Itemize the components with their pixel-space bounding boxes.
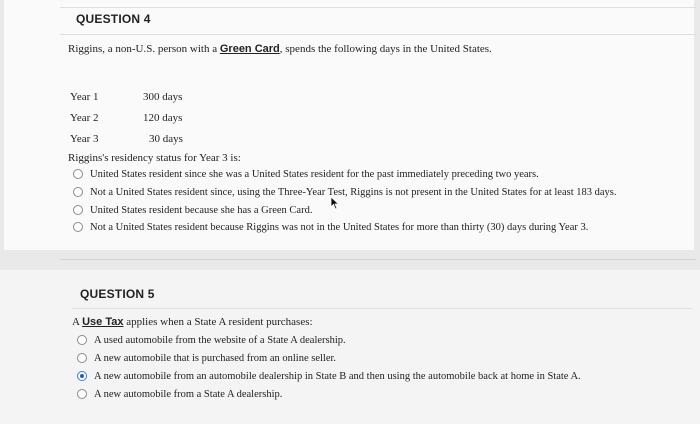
year-1-label: Year 1 [70, 91, 99, 103]
green-card-term: Green Card [219, 43, 280, 55]
use-tax-term: Use Tax [82, 316, 124, 328]
q5-option-4[interactable] [77, 386, 282, 402]
q4-option-1[interactable] [73, 166, 539, 182]
question-5-heading: QUESTION 5 [80, 287, 155, 301]
question-4-prompt: Riggins's residency status for Year 3 is: [68, 152, 241, 164]
q5-option-1[interactable] [77, 332, 346, 348]
year-3-days: 30 days [149, 133, 183, 145]
radio-button-icon[interactable] [73, 169, 83, 179]
year-1-days: 300 days [143, 91, 183, 103]
stem-text-start: A [72, 316, 83, 328]
intro-text-end: , spends the following days in the United States. [279, 43, 492, 55]
q4-option-2-label: Not a United States resident since, using the Three-Year Test, Riggins is not present in the United States for at least 183 days. [90, 186, 617, 198]
q5-option-2[interactable] [77, 350, 336, 366]
q4-option-3-label: United States resident because she has a Green Card. [90, 204, 313, 216]
stem-text-end: applies when a State A resident purchases: [123, 316, 313, 328]
q5-option-4-label: A new automobile from a State A dealership. [94, 388, 283, 400]
section-divider [60, 259, 696, 260]
year-2-days: 120 days [143, 112, 183, 124]
radio-button-icon[interactable] [73, 222, 83, 232]
year-2-label: Year 2 [70, 112, 99, 124]
radio-button-icon[interactable] [77, 353, 87, 363]
question-4-intro [68, 43, 492, 55]
intro-text-start: Riggins, a non-U.S. person with a [68, 43, 220, 55]
q5-option-1-label: A used automobile from the website of a State A dealership. [94, 334, 346, 346]
q4-option-4-label: Not a United States resident because Riggins was not in the United States for more than thirty (30) days during Year 3. [90, 221, 589, 233]
q4-option-2[interactable] [73, 184, 617, 200]
question-5-stem [72, 316, 313, 328]
year-3-label: Year 3 [70, 133, 99, 145]
question-4-heading: QUESTION 4 [76, 12, 151, 26]
radio-button-icon[interactable] [73, 187, 83, 197]
q5-option-3-label: A new automobile from an automobile dealership in State B and then using the automobile back at home in State A. [94, 370, 581, 382]
radio-button-icon[interactable] [77, 335, 87, 345]
q5-option-2-label: A new automobile that is purchased from an online seller. [94, 352, 337, 364]
q4-option-3[interactable] [73, 202, 312, 218]
question-4-top-rule [60, 7, 696, 8]
question-5-heading-rule [72, 308, 692, 309]
radio-button-selected-icon[interactable] [77, 371, 87, 381]
mouse-pointer-icon [330, 196, 340, 210]
q5-option-3[interactable] [77, 368, 581, 384]
q4-option-4[interactable] [73, 219, 588, 235]
q4-option-1-label: United States resident since she was a United States resident for the past immediately preceding two years. [90, 168, 539, 180]
question-4-heading-rule [60, 34, 696, 35]
radio-button-icon[interactable] [73, 205, 83, 215]
radio-button-icon[interactable] [77, 389, 87, 399]
